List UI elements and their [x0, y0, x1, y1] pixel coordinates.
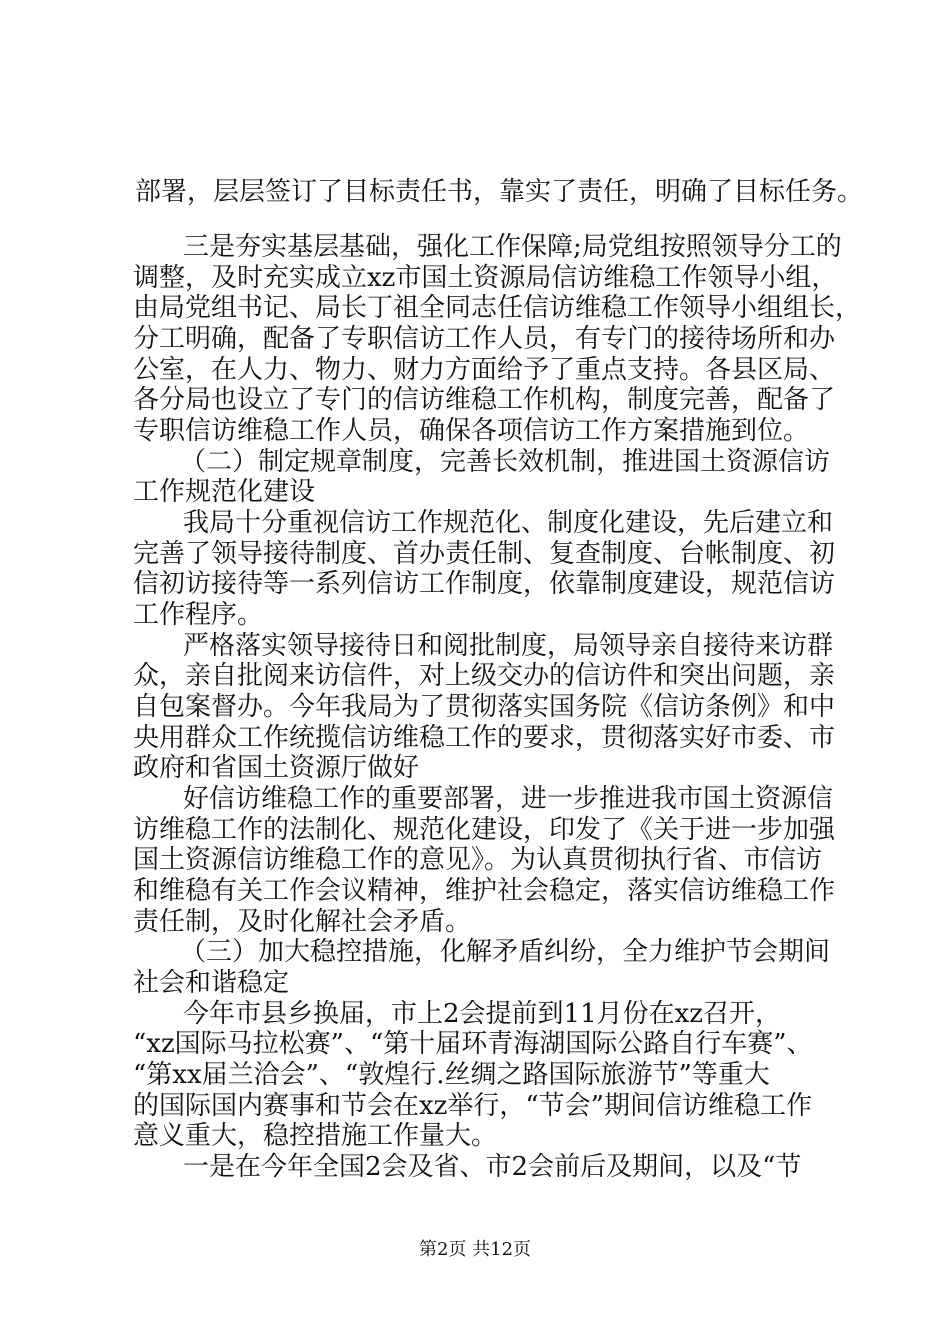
text-line: 今年市县乡换届，市上2会提前到11月份在xz召开，	[183, 999, 781, 1029]
text-line: 三是夯实基层基础，强化工作保障;局党组按照领导分工的	[183, 232, 842, 262]
page-number-footer: 第2页 共12页	[418, 1239, 532, 1260]
text-line: 部署，层层签订了目标责任书，靠实了责任，明确了目标任务。	[135, 177, 864, 207]
text-line: 我局十分重视信访工作规范化、制度化建设，先后建立和	[183, 508, 834, 538]
text-line: 严格落实领导接待日和阅批制度，局领导亲自接待来访群	[183, 631, 834, 661]
text-line: 和维稳有关工作会议精神，维护社会稳定，落实信访维稳工作	[133, 876, 836, 906]
text-line: 分工明确，配备了专职信访工作人员，有专门的接待场所和办	[133, 324, 836, 354]
text-line: 公室，在人力、物力、财力方面给予了重点支持。各县区局、	[133, 355, 836, 385]
section-heading: 社会和谐稳定	[133, 968, 290, 998]
text-line: 国土资源信访维稳工作的意见》。为认真贯彻执行省、市信访	[133, 845, 823, 875]
text-line: 一是在今年全国2会及省、市2会前后及期间，以及“节	[183, 1152, 802, 1182]
text-line: 信初访接待等一系列信访工作制度，依靠制度建设，规范信访	[133, 569, 836, 599]
text-line: 好信访维稳工作的重要部署，进一步推进我市国土资源信	[183, 784, 834, 814]
section-heading: （二）制定规章制度，完善长效机制，推进国土资源信访	[180, 447, 831, 477]
text-line: 调整，及时充实成立xz市国土资源局信访维稳工作领导小组，	[133, 263, 838, 293]
section-heading: （三）加大稳控措施，化解矛盾纠纷，全力维护节会期间	[180, 937, 831, 967]
text-line: 意义重大，稳控措施工作量大。	[133, 1121, 498, 1151]
text-line: 众，亲自批阅来访信件，对上级交办的信访件和突出问题，亲	[133, 661, 836, 691]
text-line: 工作程序。	[133, 600, 264, 630]
text-line: 各分局也设立了专门的信访维稳工作机构，制度完善，配备了	[133, 385, 836, 415]
text-line: 的国际国内赛事和节会在xz举行，“节会”期间信访维稳工作	[133, 1091, 812, 1121]
section-heading: 工作规范化建设	[133, 477, 316, 507]
text-line: 由局党组书记、局长丁祖全同志任信访维稳工作领导小组组长，	[133, 293, 862, 323]
text-line: “xz国际马拉松赛”、“第十届环青海湖国际公路自行车赛”、	[133, 1029, 813, 1059]
text-line: 央用群众工作统揽信访维稳工作的要求，贯彻落实好市委、市	[133, 723, 836, 753]
text-line: 责任制，及时化解社会矛盾。	[133, 907, 472, 937]
text-line: 自包案督办。今年我局为了贯彻落实国务院《信访条例》和中	[133, 692, 836, 722]
text-line: “第xx届兰洽会”、“敦煌行.丝绸之路国际旅游节”等重大	[133, 1060, 770, 1090]
text-line: 专职信访维稳工作人员，确保各项信访工作方案措施到位。	[133, 416, 810, 446]
text-line: 完善了领导接待制度、首办责任制、复查制度、台帐制度、初	[133, 539, 836, 569]
text-line: 访维稳工作的法制化、规范化建设，印发了《关于进一步加强	[133, 815, 836, 845]
text-line: 政府和省国土资源厅做好	[133, 753, 420, 783]
